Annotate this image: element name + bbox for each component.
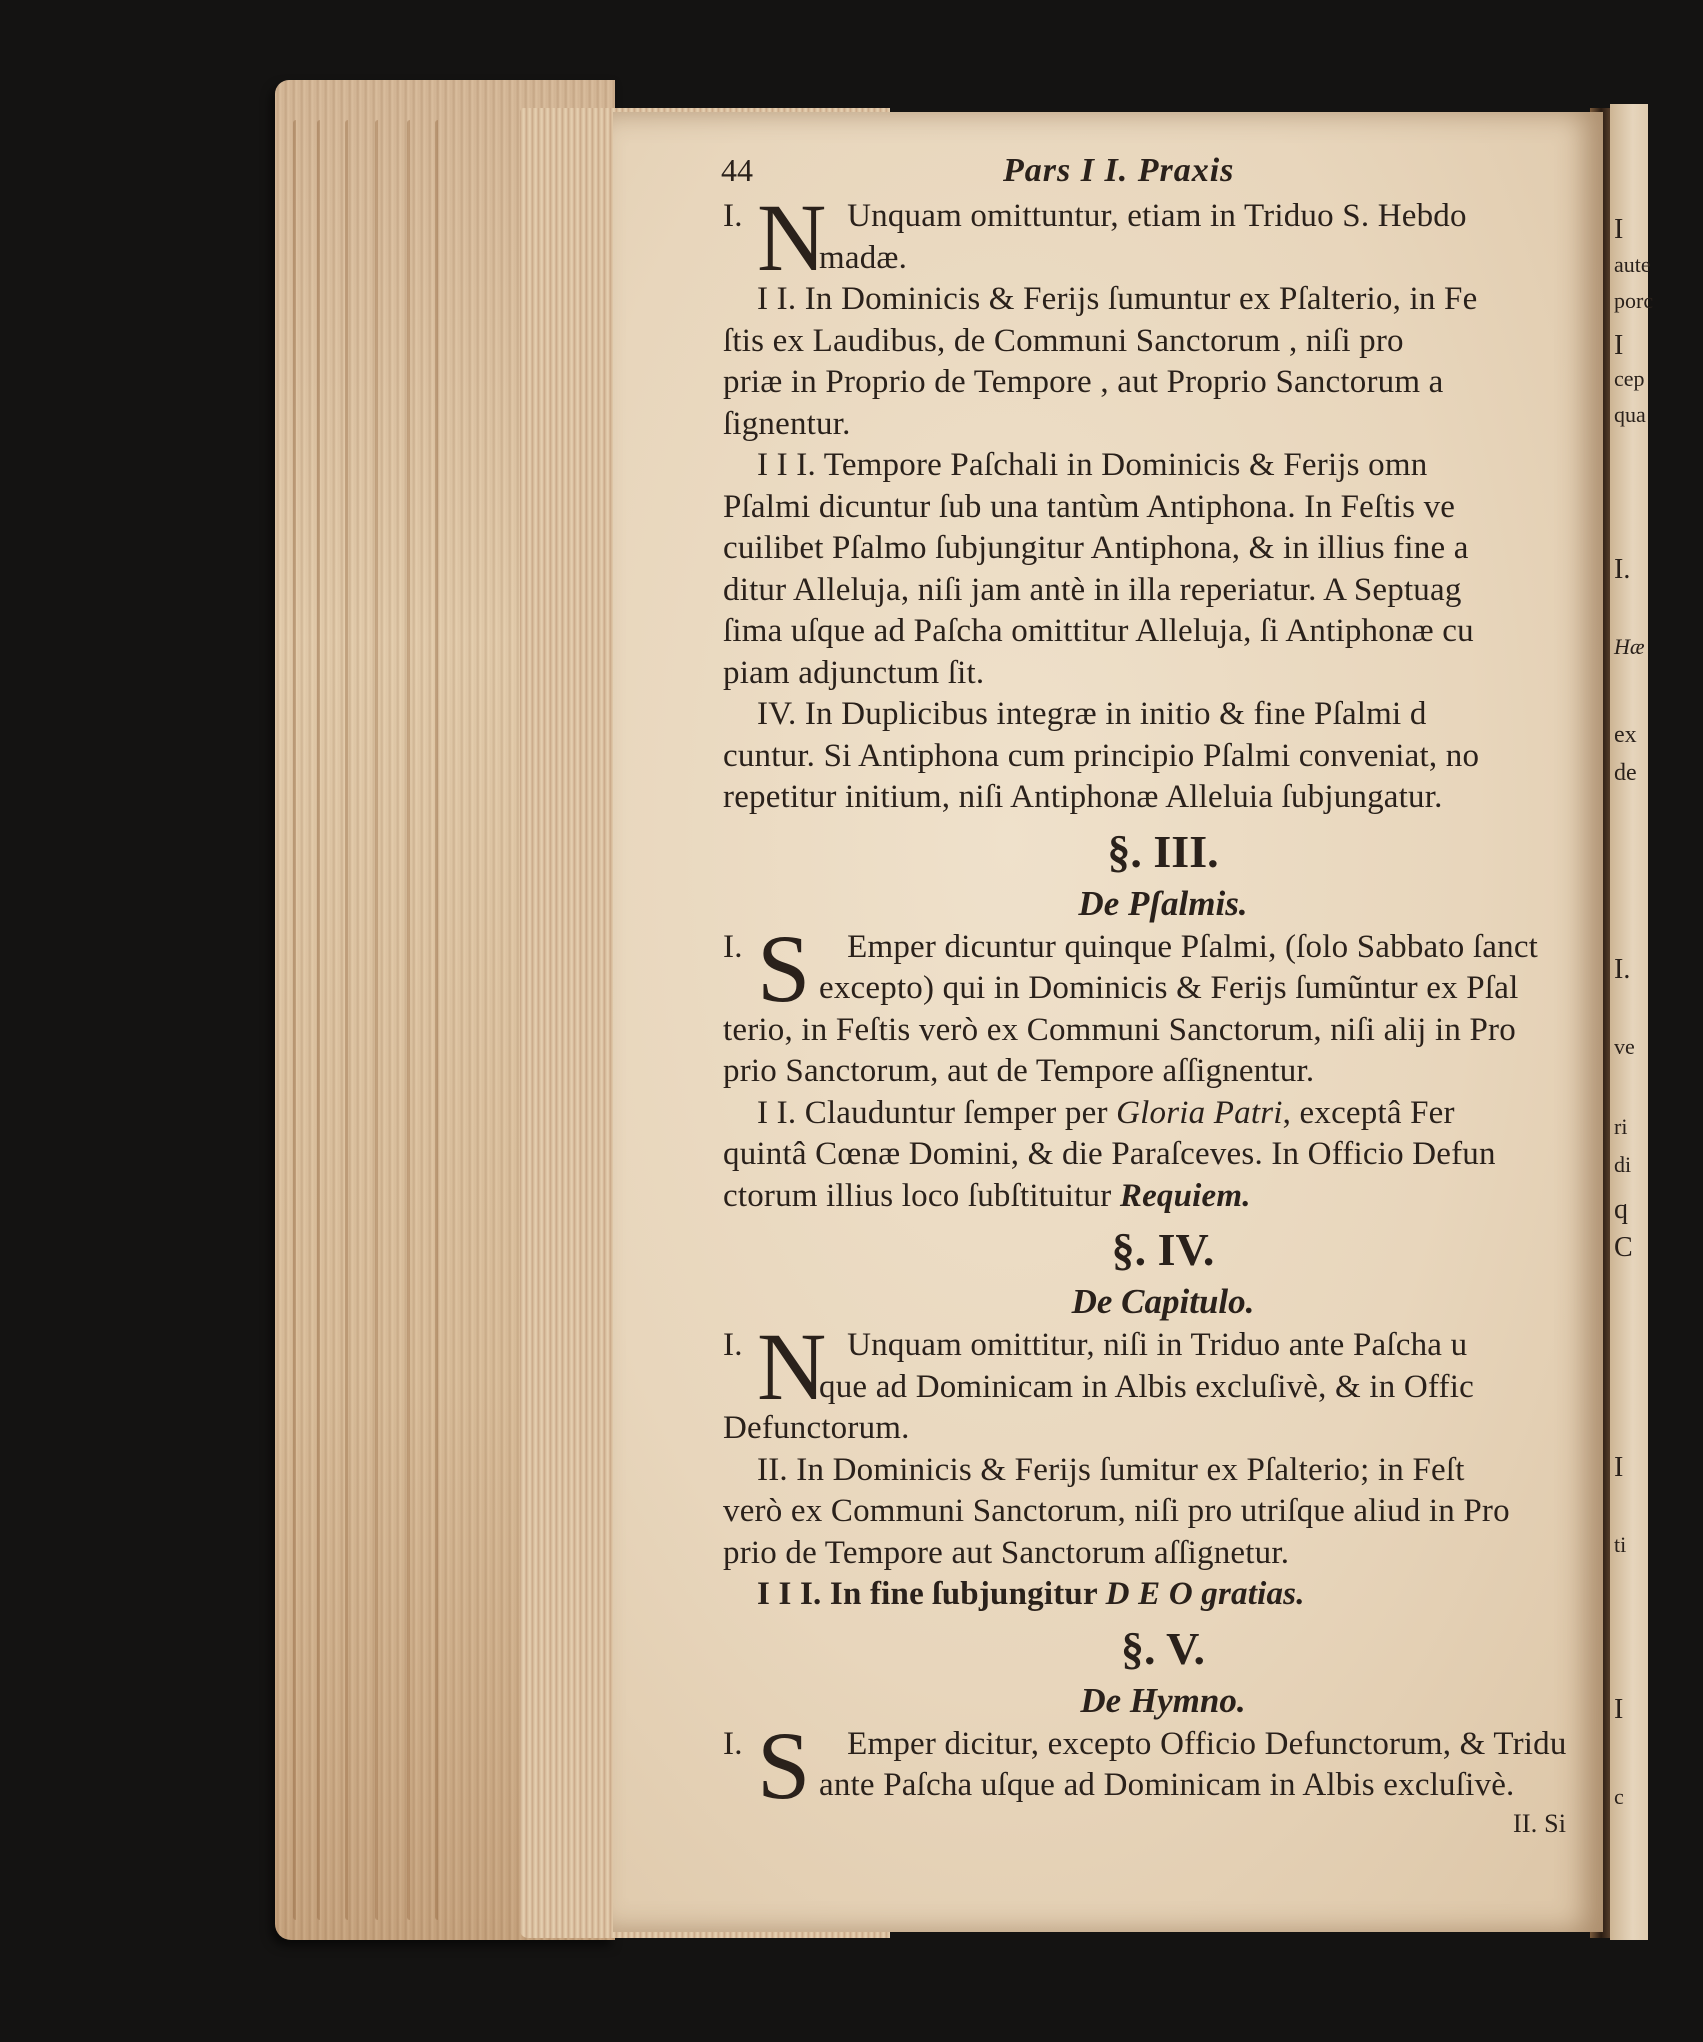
paragraph-line: quintâ Cœnæ Domini, & die Paraſceves. In Officio Defun — [723, 1136, 1496, 1172]
paragraph-line: Defunctorum. — [723, 1410, 910, 1446]
paragraph-line: madæ. — [819, 239, 908, 276]
facing-text-fragment: q — [1614, 1194, 1628, 1225]
paragraph-line: cuilibet Pſalmo ſubjungitur Antiphona, & in illius fine a — [723, 530, 1469, 566]
paragraph-text: I I. Clauduntur ſemper per — [757, 1094, 1117, 1131]
facing-text-fragment: I — [1614, 1452, 1624, 1483]
facing-text-fragment: ti — [1614, 1532, 1627, 1557]
facing-text-fragment: c — [1614, 1784, 1624, 1809]
section-heading: §. III. — [1107, 825, 1219, 877]
facing-text-fragment: Hæ — [1614, 634, 1645, 659]
running-head — [723, 152, 1703, 196]
facing-text-fragment: I — [1614, 330, 1624, 361]
paragraph-line: ante Paſcha uſque ad Dominicam in Albis excluſivè. — [819, 1767, 1515, 1803]
facing-text-fragment: I. — [1614, 554, 1631, 585]
paragraph-line: terio, in Feſtis verò ex Communi Sanctorum, niſi alij in Pro — [723, 1011, 1516, 1048]
paragraph-number: I. — [723, 198, 743, 234]
page-edge-line — [375, 120, 378, 1920]
paragraph-line: ditur Alleluja, niſi jam antè in illa reperiatur. A Septuag — [723, 571, 1462, 608]
page-edge-line — [345, 120, 348, 1920]
page-edge-line — [407, 120, 410, 1920]
facing-text-fragment: cep — [1614, 366, 1645, 391]
facing-text-fragment: I — [1614, 1694, 1624, 1725]
page-edge-line — [317, 120, 320, 1920]
facing-text-fragment: aute — [1614, 252, 1651, 277]
paragraph-line — [723, 1093, 1703, 1135]
paragraph-line: I I I. Tempore Paſchali in Dominicis & Ferijs omn — [757, 447, 1428, 483]
drop-cap: N — [757, 184, 827, 291]
section-subtitle: De Capitulo. — [1071, 1282, 1255, 1321]
facing-text-fragment: ri — [1614, 1114, 1628, 1139]
paragraph-line: ſignentur. — [723, 405, 851, 442]
paragraph-line: prio de Tempore aut Sanctorum aſſignetur. — [723, 1534, 1290, 1571]
paragraph-line: verò ex Communi Sanctorum, niſi pro utriſque aliud in Pro — [723, 1493, 1510, 1529]
drop-cap: S — [757, 1711, 811, 1819]
page-number: 44 — [721, 152, 753, 188]
italic-phrase: D E O gratias. — [1105, 1576, 1305, 1612]
paragraph-text: ctorum illius loco ſubſtituitur — [723, 1177, 1120, 1214]
section-heading: §. IV. — [1111, 1224, 1215, 1275]
paragraph-line: Pſalmi dicuntur ſub una tantùm Antiphona. In Feſtis ve — [723, 488, 1456, 525]
catchword: II. Si — [1513, 1808, 1567, 1838]
book-page — [613, 112, 1603, 1932]
italic-phrase: Gloria Patri — [1116, 1094, 1283, 1131]
facing-text-fragment: ve — [1614, 1034, 1635, 1059]
drop-cap: N — [757, 1313, 827, 1420]
italic-phrase: Requiem. — [1119, 1177, 1251, 1214]
paragraph-number: I. — [723, 1327, 743, 1363]
paragraph-line: que ad Dominicam in Albis excluſivè, & in Offic — [819, 1368, 1474, 1405]
page-text — [723, 152, 1703, 1841]
facing-text-fragment: qua — [1614, 402, 1646, 427]
paragraph-text: Emper dicitur, excepto Officio Defunctorum, & Tridu — [847, 1725, 1567, 1762]
facing-text-fragment: ex — [1614, 722, 1637, 748]
page-edge-line — [293, 120, 296, 1920]
page-edge-line — [435, 120, 438, 1920]
paragraph-line — [723, 1176, 1703, 1218]
section-subtitle: De Pſalmis. — [1078, 883, 1248, 923]
facing-text-fragment: de — [1614, 760, 1637, 786]
paragraph-text: I I I. In fine ſubjungitur — [757, 1576, 1106, 1612]
drop-cap: S — [757, 914, 811, 1022]
facing-text-fragment: porc — [1614, 288, 1654, 313]
paragraph-line: piam adjunctum ſit. — [723, 654, 985, 691]
paragraph-line: repetitur initium, niſi Antiphonæ Alleluia ſubjungatur. — [723, 779, 1443, 815]
paragraph-text: , exceptâ Fer — [1282, 1094, 1455, 1131]
paragraph-line: excepto) qui in Dominicis & Ferijs ſumũntur ex Pſal — [819, 970, 1519, 1006]
paragraph-line: ſtis ex Laudibus, de Communi Sanctorum , niſi pro — [723, 322, 1404, 359]
paragraph-line: II. In Dominicis & Ferijs ſumitur ex Pſalterio; in Feſt — [757, 1451, 1465, 1488]
paragraph-line: prio Sanctorum, aut de Tempore aſſignentur. — [723, 1053, 1315, 1089]
section-heading: §. V. — [1121, 1622, 1205, 1674]
paragraph-text: Emper dicuntur quinque Pſalmi, (ſolo Sabbato ſanct — [847, 928, 1539, 965]
facing-text-fragment: di — [1614, 1152, 1632, 1177]
paragraph-line — [723, 1574, 1703, 1616]
facing-text-fragment: C — [1614, 1232, 1633, 1263]
paragraph-line: cuntur. Si Antiphona cum principio Pſalmi conveniat, no — [723, 737, 1480, 774]
facing-text-fragment: I — [1614, 214, 1624, 245]
paragraph-text: Unquam omittuntur, etiam in Triduo S. Hebdo — [847, 198, 1467, 234]
paragraph-line: priæ in Proprio de Tempore , aut Proprio Sanctorum a — [723, 364, 1444, 400]
paragraph-number: I. — [723, 1725, 743, 1762]
paragraph-number: I. — [723, 928, 743, 965]
section-subtitle: De Hymno. — [1080, 1680, 1246, 1720]
running-title: Pars I I. Praxis — [1003, 152, 1235, 189]
paragraph-line: I I. In Dominicis & Ferijs ſumuntur ex Pſalterio, in Fe — [757, 281, 1478, 317]
paragraph-text: Unquam omittitur, niſi in Triduo ante Paſcha u — [847, 1327, 1468, 1363]
paragraph-line: IV. In Duplicibus integræ in initio & fine Pſalmi d — [757, 696, 1427, 732]
facing-text-fragment: I. — [1614, 954, 1631, 985]
paragraph-line: ſima uſque ad Paſcha omittitur Alleluja, ſi Antiphonæ cu — [723, 613, 1474, 649]
